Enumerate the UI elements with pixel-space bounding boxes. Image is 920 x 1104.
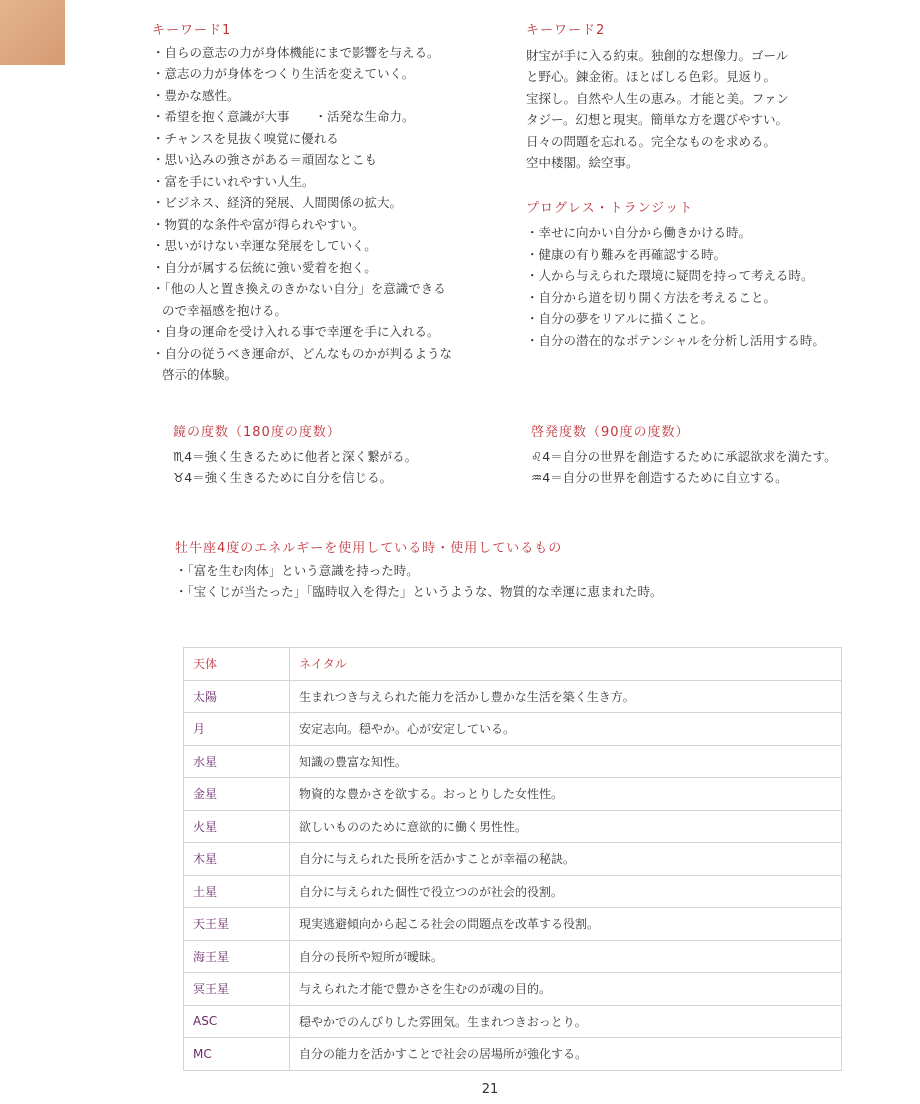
- planet-name-cell: 火星: [184, 810, 290, 843]
- natal-description-cell: 知識の豊富な知性。: [290, 745, 842, 778]
- list-item: ♒4＝自分の世界を創造するために自立する。: [531, 470, 788, 485]
- table-row: [184, 843, 842, 876]
- header-planet: 天体: [184, 648, 290, 681]
- list-item: ・チャンスを見抜く嗅覚に優れる: [152, 130, 339, 146]
- list-item: ・富を手にいれやすい人生。: [152, 173, 315, 189]
- keyword1-heading: キーワード1: [152, 23, 232, 38]
- natal-description-cell: 自分に与えられた個性で役立つのが社会的役割。: [290, 875, 842, 908]
- table-row: [184, 713, 842, 746]
- list-item: ・自分の潜在的なポテンシャルを分析し活用する時。: [526, 332, 825, 348]
- enlight-degree-section: [531, 422, 906, 489]
- list-item: ・自らの意志の力が身体機能にまで影響を与える。: [152, 44, 440, 60]
- list-item: 財宝が手に入る約束。独創的な想像力。ゴール: [526, 47, 789, 63]
- keyword2-list: [526, 45, 906, 174]
- list-item: ・「富を生む肉体」という意識を持った時。: [175, 562, 419, 578]
- planet-name-cell: 海王星: [184, 940, 290, 973]
- list-item: ♉4＝強く生きるために自分を信じる。: [173, 470, 393, 485]
- table-row: [184, 908, 842, 941]
- progress-section: [526, 198, 906, 352]
- natal-description-cell: 自分の長所や短所が曖昧。: [290, 940, 842, 973]
- taurus-list: [175, 560, 875, 603]
- list-item: ・健康の有り難みを再確認する時。: [526, 246, 727, 262]
- header-natal: ネイタル: [290, 648, 842, 681]
- table-row: [184, 680, 842, 713]
- planet-table: [183, 647, 842, 1071]
- table-row: [184, 940, 842, 973]
- keyword2-heading: キーワード2: [526, 23, 606, 38]
- page-number: 21: [481, 1082, 499, 1097]
- list-item: タジー。幻想と現実。簡単な方を選びやすい。: [526, 112, 789, 127]
- progress-heading: プログレス・トランジット: [526, 200, 694, 216]
- list-item: ♏4＝強く生きるために他者と深く繋がる。: [173, 448, 418, 464]
- list-item: と野心。錬金術。ほとばしる色彩。見返り。: [526, 69, 777, 84]
- list-item: ・意志の力が身体をつくり生活を変えていく。: [152, 66, 415, 81]
- list-item: ・自分から道を切り開く方法を考えること。: [526, 289, 777, 305]
- list-item: ・「宝くじが当たった」「臨時収入を得た」というような、物質的な幸運に恵まれた時。: [175, 584, 663, 599]
- taurus-heading: 牡牛座4度のエネルギーを使用している時・使用しているもの: [175, 541, 563, 556]
- planet-name-cell: 天王星: [184, 908, 290, 941]
- natal-description-cell: 穏やかでのんびりした雰囲気。生まれつきおっとり。: [290, 1005, 842, 1038]
- natal-description-cell: 安定志向。穏やか。心が安定している。: [290, 713, 842, 746]
- list-item: ・ビジネス、経済的発展、人間関係の拡大。: [152, 195, 403, 210]
- list-item: ・幸せに向かい自分から働きかける時。: [526, 225, 752, 240]
- planet-name-cell: 金星: [184, 778, 290, 811]
- table-row: [184, 1005, 842, 1038]
- natal-description-cell: 自分の能力を活かすことで社会の居場所が強化する。: [290, 1038, 842, 1071]
- natal-description-cell: 自分に与えられた長所を活かすことが幸福の秘訣。: [290, 843, 842, 876]
- table-row: [184, 875, 842, 908]
- list-item: 日々の問題を忘れる。完全なものを求める。: [526, 133, 777, 149]
- keyword2-section: [526, 20, 906, 351]
- natal-description-cell: 欲しいもののために意欲的に働く男性性。: [290, 810, 842, 843]
- natal-description-cell: 現実逃避傾向から起こる社会の問題点を改革する役割。: [290, 908, 842, 941]
- list-item: ・思いがけない幸運な発展をしていく。: [152, 238, 377, 253]
- list-item: 空中楼閣。絵空事。: [526, 155, 639, 170]
- table-row: [184, 1038, 842, 1071]
- list-item: 啓示的体験。: [162, 367, 238, 382]
- table-row: [184, 810, 842, 843]
- list-item: ・自分の従うべき運命が、どんなものかが判るような: [152, 345, 453, 361]
- progress-list: [526, 222, 906, 351]
- list-item: ♌4＝自分の世界を創造するために承認欲求を満たす。: [531, 448, 837, 464]
- mirror-heading: 鏡の度数（180度の度数）: [173, 425, 341, 440]
- keyword1-section: [152, 20, 512, 386]
- planet-name-cell: 水星: [184, 745, 290, 778]
- planet-name-cell: 木星: [184, 843, 290, 876]
- planet-name-cell: 土星: [184, 875, 290, 908]
- planet-name-cell: ASC: [184, 1005, 290, 1038]
- planet-name-cell: 月: [184, 713, 290, 746]
- list-item: ので幸福感を抱ける。: [162, 302, 288, 318]
- natal-description-cell: 与えられた才能で豊かさを生むのが魂の目的。: [290, 973, 842, 1006]
- enlight-heading: 啓発度数（90度の度数）: [531, 425, 690, 440]
- table-header-row: [184, 648, 842, 681]
- planet-name-cell: 冥王星: [184, 973, 290, 1006]
- natal-description-cell: 生まれつき与えられた能力を活かし豊かな生活を築く生き方。: [290, 680, 842, 713]
- keyword1-list: [152, 42, 512, 386]
- list-item: ・人から与えられた環境に疑問を持って考える時。: [526, 268, 814, 283]
- list-item: ・物質的な条件や富が得られやすい。: [152, 216, 365, 232]
- enlight-list: [531, 446, 906, 489]
- list-item: ・自分の夢をリアルに描くこと。: [526, 311, 714, 326]
- table-row: [184, 973, 842, 1006]
- table-row: [184, 745, 842, 778]
- corner-decoration: [0, 0, 65, 65]
- mirror-degree-section: [173, 422, 513, 489]
- list-item: ・希望を抱く意識が大事 ・活発な生命力。: [152, 109, 415, 124]
- planet-name-cell: 太陽: [184, 680, 290, 713]
- list-item: ・思い込みの強さがある＝頑固なとこも: [152, 152, 378, 167]
- taurus-usage-section: [175, 538, 875, 603]
- natal-description-cell: 物資的な豊かさを欲する。おっとりした女性性。: [290, 778, 842, 811]
- mirror-list: [173, 446, 513, 489]
- list-item: 宝探し。自然や人生の恵み。才能と美。ファン: [526, 90, 790, 106]
- planet-name-cell: MC: [184, 1038, 290, 1071]
- table-row: [184, 778, 842, 811]
- list-item: ・「他の人と置き換えのきかない自分」を意識できる: [152, 281, 446, 296]
- list-item: ・自分が属する伝統に強い愛着を抱く。: [152, 259, 377, 275]
- list-item: ・豊かな感性。: [152, 87, 240, 103]
- list-item: ・自身の運命を受け入れる事で幸運を手に入れる。: [152, 324, 440, 339]
